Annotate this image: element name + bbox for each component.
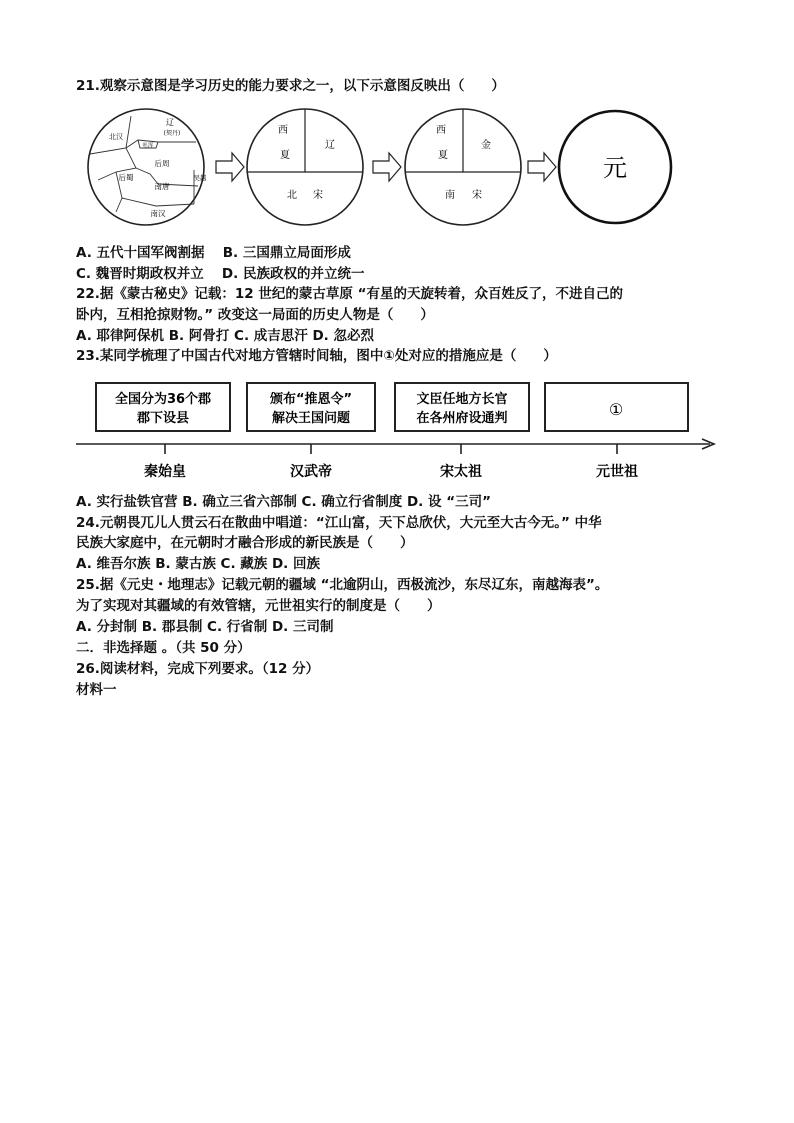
box-line-1: 文臣任地方长官 bbox=[416, 392, 508, 407]
q26-stem: 26.阅读材料，完成下列要求。（12 分） bbox=[76, 661, 320, 677]
label-xia: 夏 bbox=[438, 150, 448, 161]
q23-timeline bbox=[76, 378, 720, 484]
timeline-label: 元世祖 bbox=[596, 464, 638, 480]
box-placeholder-1: ① bbox=[608, 400, 624, 419]
label-xi: 西 bbox=[436, 125, 446, 136]
timeline-box-yuan bbox=[545, 383, 688, 431]
arrow-right-icon bbox=[373, 153, 401, 181]
q24-options: A. 维吾尔族 B. 蒙古族 C. 藏族 D. 回族 bbox=[76, 556, 321, 572]
arrow-right-icon bbox=[528, 153, 556, 181]
label-liao: 辽 bbox=[325, 140, 335, 151]
timeline-label: 宋太祖 bbox=[440, 464, 482, 480]
box-line-2: 在各州府设通判 bbox=[416, 411, 508, 426]
q22-stem: 22.据《蒙古秘史》记载：12 世纪的蒙古草原 “有星的天旋转着，众百姓反了，不进自己的 bbox=[76, 286, 623, 302]
q22-stem-2: 卧内，互相抢掠财物。” 改变这一局面的历史人物是（ ） bbox=[76, 307, 434, 323]
q23-stem: 23.某同学梳理了中国古代对地方管辖时间轴，图中①处对应的措施应是（ ） bbox=[76, 348, 557, 364]
timeline-box-han bbox=[247, 383, 375, 431]
box-line-1: 颁布“推恩令” bbox=[269, 392, 353, 407]
timeline-label: 秦始皇 bbox=[144, 464, 186, 480]
label-song: 宋 bbox=[313, 190, 323, 201]
map-label-nantang: 南唐 bbox=[154, 182, 170, 191]
q24-stem-2: 民族大家庭中，在元朝时才融合形成的新民族是（ ） bbox=[76, 535, 414, 551]
timeline-label: 汉武帝 bbox=[290, 464, 332, 480]
yuan-circle bbox=[559, 111, 671, 223]
map-label-tuhun: 吐浑 bbox=[142, 143, 154, 149]
section-heading: 二．非选择题 。（共 50 分） bbox=[76, 640, 251, 656]
q21-options-2: C. 魏晋时期政权并立 D. 民族政权的并立统一 bbox=[76, 266, 365, 282]
label-jin: 金 bbox=[481, 140, 491, 151]
label-bei: 北 bbox=[287, 190, 297, 201]
map-label-houshu: 后蜀 bbox=[118, 173, 134, 182]
label-song: 宋 bbox=[472, 190, 482, 201]
timeline-box-song bbox=[395, 383, 529, 431]
q25-stem-2: 为了实现对其疆域的有效管辖，元世祖实行的制度是（ ） bbox=[76, 598, 441, 614]
song-liao-xixia-circle bbox=[247, 109, 363, 225]
q25-options: A. 分封制 B. 郡县制 C. 行省制 D. 三司制 bbox=[76, 619, 334, 635]
q21-stem: 21.观察示意图是学习历史的能力要求之一，以下示意图反映出（ ） bbox=[76, 78, 505, 94]
q21-options-1: A. 五代十国军阀割据 B. 三国鼎立局面形成 bbox=[76, 245, 351, 261]
box-line-2: 解决王国问题 bbox=[271, 411, 351, 426]
map-label-wuyue: 吴越 bbox=[193, 174, 207, 182]
map-label-qidan: (契丹) bbox=[163, 130, 181, 137]
label-yuan: 元 bbox=[603, 154, 627, 182]
timeline-box-qin bbox=[96, 383, 230, 431]
map-label-beihan: 北汉 bbox=[109, 133, 123, 141]
label-nan: 南 bbox=[445, 190, 455, 201]
q24-stem: 24.元朝畏兀儿人贯云石在散曲中唱道：“江山富，天下总欣伏，大元至大古今无。” 中华 bbox=[76, 515, 602, 531]
map-label-nanhan: 南汉 bbox=[150, 209, 166, 218]
q25-stem: 25.据《元史・地理志》记载元朝的疆域 “北逾阴山，西极流沙，东尽辽东，南越海表”。 bbox=[76, 577, 609, 593]
box-line-1: 全国分为36个郡 bbox=[114, 392, 212, 407]
label-xia: 夏 bbox=[280, 150, 290, 161]
map-label-liao: 辽 bbox=[166, 118, 174, 127]
q26-material-label: 材料一 bbox=[76, 682, 117, 698]
southern-song-jin-xixia-circle bbox=[405, 109, 521, 225]
q21-figure bbox=[86, 108, 676, 228]
map-label-houzhou: 后周 bbox=[154, 159, 170, 168]
label-xi: 西 bbox=[278, 125, 288, 136]
five-dynasties-map bbox=[88, 109, 207, 225]
q23-options: A. 实行盐铁官营 B. 确立三省六部制 C. 确立行省制度 D. 设 “三司” bbox=[76, 494, 491, 510]
arrow-right-icon bbox=[216, 153, 244, 181]
box-line-2: 郡下设县 bbox=[136, 411, 190, 426]
q22-options: A. 耶律阿保机 B. 阿骨打 C. 成吉思汗 D. 忽必烈 bbox=[76, 328, 375, 344]
